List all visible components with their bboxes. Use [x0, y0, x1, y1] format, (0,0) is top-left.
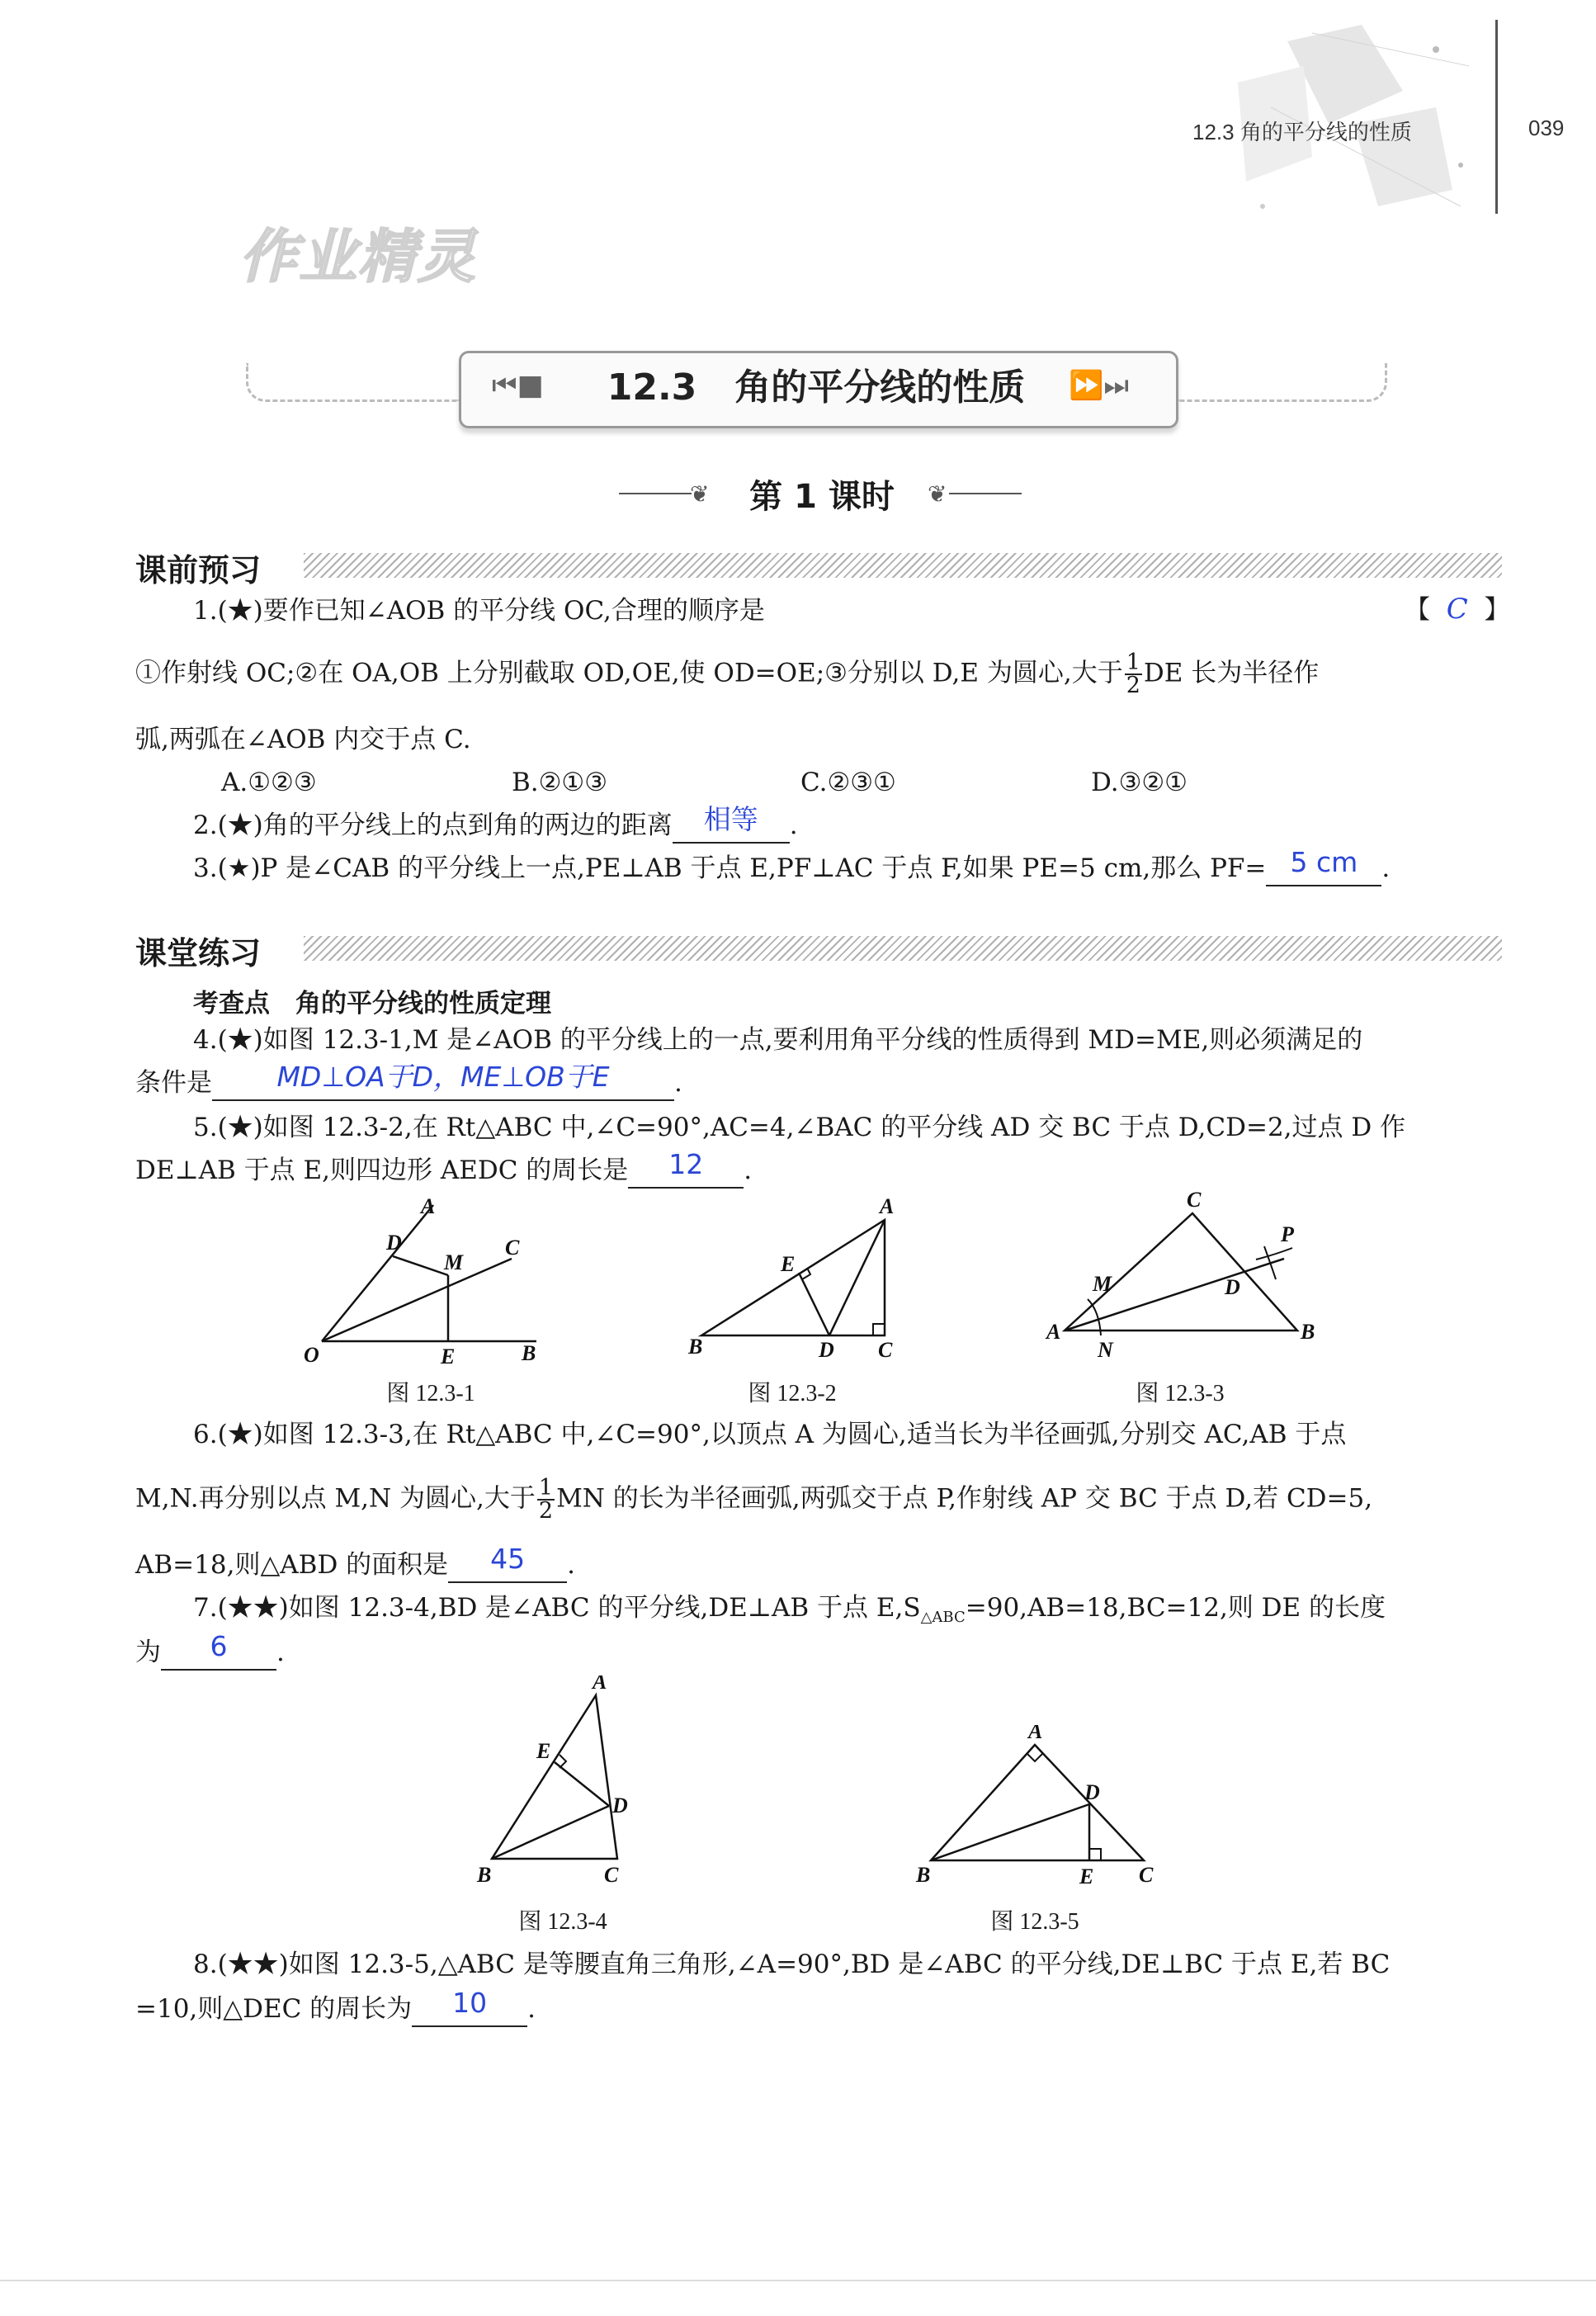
- q2-answer: 相等: [703, 803, 758, 835]
- svg-text:E: E: [781, 1252, 796, 1276]
- q1-stem: 1.(★)要作已知∠AOB 的平分线 OC,合理的顺序是: [193, 596, 765, 626]
- q1-answer: C: [1446, 593, 1468, 626]
- svg-text:E: E: [1079, 1865, 1094, 1888]
- q8-line2: =10,则△DEC 的周长为 10 .: [135, 1992, 536, 2027]
- svg-text:B: B: [522, 1341, 536, 1365]
- figure-12-3-4: [462, 1676, 660, 1898]
- page-bottom-rule: [0, 2280, 1596, 2281]
- figure-caption-12-3-3: 图 12.3-3: [1136, 1381, 1225, 1406]
- title-dash-left: [246, 363, 460, 402]
- section-stripe: [304, 936, 1502, 961]
- title-dash-right: [1177, 363, 1387, 402]
- q1-option-d: D.③②①: [1091, 768, 1188, 797]
- figure-12-3-2: [677, 1189, 924, 1370]
- q8-line1: 8.(★★)如图 12.3-5,△ABC 是等腰直角三角形,∠A=90°,BD 是∠ABC 的平分线,DE⊥BC 于点 E,若 BC: [193, 1950, 1391, 1979]
- svg-text:D: D: [1084, 1780, 1100, 1804]
- svg-text:C: C: [604, 1863, 619, 1887]
- page-title: [459, 357, 1173, 410]
- svg-text:O: O: [304, 1343, 319, 1367]
- svg-text:B: B: [1301, 1320, 1315, 1344]
- q1-steps-cont: 弧,两弧在∠AOB 内交于点 C.: [135, 725, 471, 754]
- figure-caption-12-3-2: 图 12.3-2: [748, 1381, 837, 1406]
- q8-answer: 10: [452, 1987, 488, 2019]
- svg-text:A: A: [1046, 1320, 1061, 1344]
- q4-line2: 条件是 MD⊥OA于D，ME⊥OB于E .: [135, 1066, 682, 1101]
- svg-text:C: C: [505, 1236, 520, 1260]
- lesson-rule-right: [949, 493, 1022, 494]
- section-stripe: [304, 553, 1502, 578]
- figure-caption-12-3-5: 图 12.3-5: [990, 1909, 1079, 1935]
- q6-line3: AB=18,则△ABD 的面积是 45 .: [135, 1548, 575, 1583]
- q1-steps: ①作射线 OC;②在 OA,OB 上分别截取 OD,OE,使 OD=OE;③分别以 D,E 为圆心,大于 $\frac{1}{2}$ DE 长为半径作: [135, 650, 1320, 698]
- figure-12-3-5: [908, 1725, 1180, 1890]
- q1-option-a: A.①②③: [221, 768, 317, 797]
- section-practice-title: 课堂练习: [135, 935, 262, 971]
- figure-caption-12-3-1: 图 12.3-1: [386, 1381, 475, 1406]
- q5-answer: 12: [668, 1148, 704, 1180]
- svg-text:N: N: [1098, 1338, 1113, 1362]
- header-section-title: 12.3 角的平分线的性质: [1192, 120, 1412, 144]
- svg-text:P: P: [1281, 1222, 1294, 1246]
- svg-text:C: C: [878, 1338, 893, 1362]
- q5-line2: DE⊥AB 于点 E,则四边形 AEDC 的周长是 12 .: [135, 1154, 752, 1189]
- page-number: 039: [1528, 116, 1565, 140]
- figure-caption-12-3-4: 图 12.3-4: [518, 1909, 607, 1935]
- svg-text:C: C: [1139, 1863, 1154, 1887]
- q7-answer: 6: [210, 1630, 228, 1662]
- svg-text:B: B: [688, 1335, 703, 1359]
- figure-12-3-3: [1040, 1189, 1320, 1370]
- q1-answer-bracket: 【 C 】: [1405, 593, 1510, 626]
- svg-text:D: D: [386, 1231, 402, 1255]
- svg-text:E: E: [441, 1345, 456, 1368]
- header-divider: [1495, 20, 1498, 214]
- nav-left-icon: ⏮■: [492, 369, 544, 402]
- fraction-half: $\frac{1}{2}$: [538, 1475, 554, 1524]
- svg-text:B: B: [916, 1863, 931, 1887]
- section-preview-title: 课前预习: [135, 552, 262, 588]
- chapter-number: 12.3: [607, 366, 697, 409]
- q7-line2: 为 6 .: [135, 1636, 285, 1671]
- q4-answer: MD⊥OA于D，ME⊥OB于E: [276, 1061, 610, 1093]
- ornament-icon: ❦: [690, 480, 710, 508]
- fraction-half: $\frac{1}{2}$: [1126, 650, 1140, 698]
- figure-12-3-1: [297, 1189, 561, 1370]
- nav-right-icon: ⏩⏭: [1069, 369, 1129, 402]
- svg-text:D: D: [612, 1794, 628, 1817]
- svg-text:D: D: [819, 1338, 834, 1362]
- watermark: 作业精灵: [239, 223, 477, 291]
- q3-answer: 5 cm: [1290, 846, 1358, 878]
- q1-option-c: C.②③①: [800, 768, 896, 797]
- svg-text:A: A: [1028, 1725, 1043, 1743]
- topic-heading: 考查点 角的平分线的性质定理: [193, 989, 551, 1019]
- q6-line1: 6.(★)如图 12.3-3,在 Rt△ABC 中,∠C=90°,以顶点 A 为圆心,适当长为半径画弧,分别交 AC,AB 于点: [193, 1420, 1347, 1449]
- svg-text:A: A: [880, 1194, 895, 1218]
- svg-text:C: C: [1187, 1189, 1202, 1212]
- svg-text:M: M: [1093, 1272, 1112, 1296]
- svg-text:A: A: [421, 1194, 436, 1218]
- svg-text:B: B: [477, 1863, 492, 1887]
- lesson-title: 第 1 课时: [749, 478, 895, 516]
- q6-answer: 45: [490, 1543, 526, 1575]
- q1-option-b: B.②①③: [512, 768, 608, 797]
- ornament-icon: ❦: [928, 480, 947, 508]
- q4-line1: 4.(★)如图 12.3-1,M 是∠AOB 的平分线上的一点,要利用角平分线的性质得到 MD=ME,则必须满足的: [193, 1025, 1363, 1055]
- q5-line1: 5.(★)如图 12.3-2,在 Rt△ABC 中,∠C=90°,AC=4,∠BAC 的平分线 AD 交 BC 于点 D,CD=2,过点 D 作: [193, 1113, 1406, 1142]
- svg-text:A: A: [593, 1676, 607, 1694]
- q7-line1: 7.(★★)如图 12.3-4,BD 是∠ABC 的平分线,DE⊥AB 于点 $E,S_{\triangle ABC}=90,AB=18,BC=12$,则 DE 的长度: [193, 1593, 1386, 1627]
- chapter-name: 角的平分线的性质: [734, 366, 1026, 409]
- q6-line2: M,N.再分别以点 M,N 为圆心,大于 $\frac{1}{2}$ MN 的长为半径画弧,两弧交于点 P,作射线 AP 交 BC 于点 D,若 CD=5,: [135, 1475, 1373, 1524]
- svg-text:M: M: [444, 1250, 464, 1274]
- svg-text:D: D: [1225, 1275, 1240, 1299]
- q3: 3.(★)P 是∠CAB 的平分线上一点,PE⊥AB 于点 E,PF⊥AC 于点 F,如果 PE=5 cm,那么 PF= 5 cm .: [193, 852, 1390, 886]
- q2: 2.(★)角的平分线上的点到角的两边的距离 相等 .: [193, 809, 798, 844]
- svg-text:E: E: [536, 1739, 551, 1763]
